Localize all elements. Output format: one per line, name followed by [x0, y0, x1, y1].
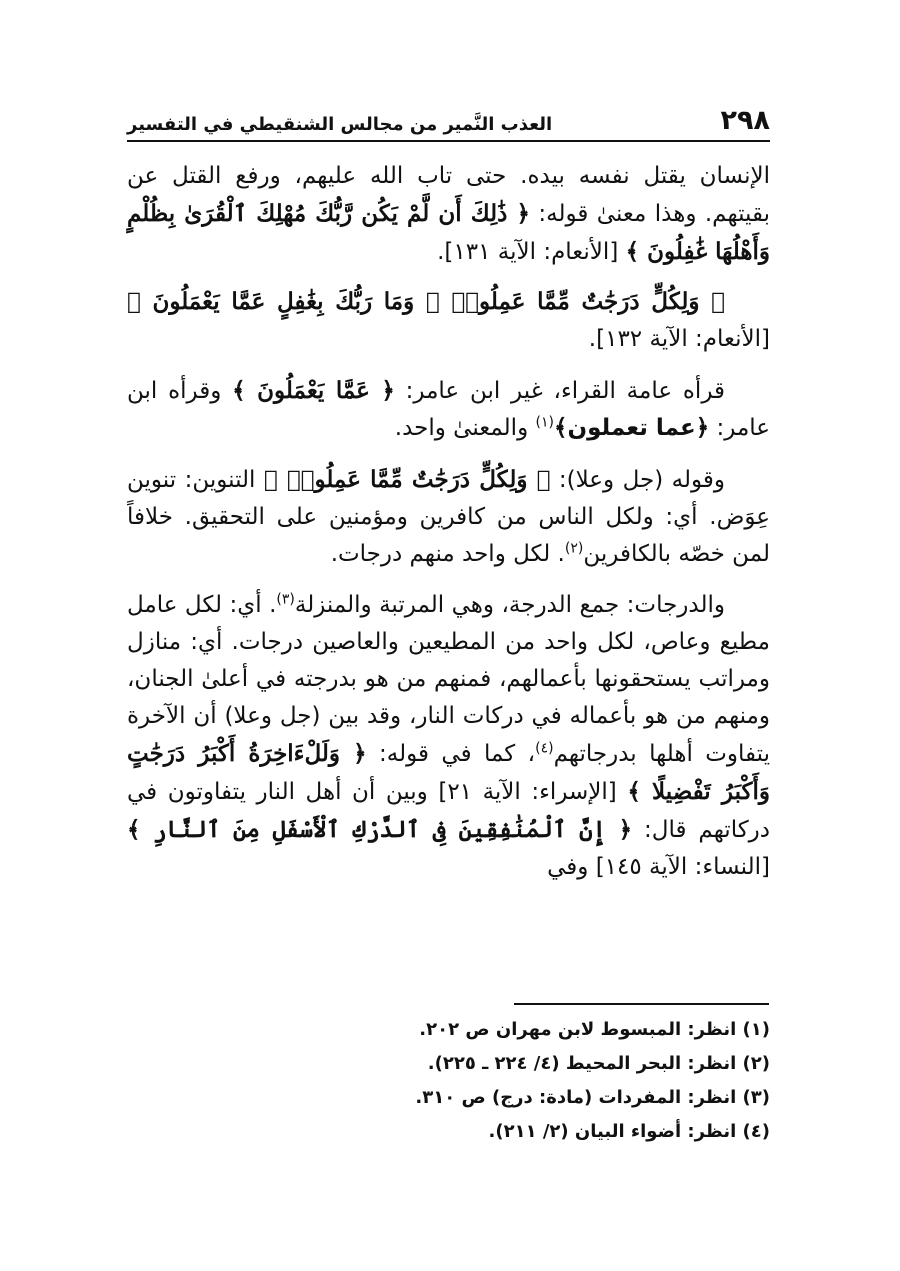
body-text — [127, 158, 770, 886]
footnote-ref[interactable]: (١) — [535, 414, 554, 431]
text: وقرأه ابن عامر: — [127, 378, 770, 441]
text: قرأه عامة القراء، غير ابن عامر: — [394, 378, 726, 404]
footnote-ref[interactable]: (٤) — [535, 740, 554, 757]
footnotes — [127, 1013, 770, 1149]
quran-verse: ﴿ وَلِكُلٍّ دَرَجَٰتٌ مِّمَّا عَمِلُوا۟ ﴾ — [263, 466, 551, 493]
page-number: ٢٩٨ — [720, 105, 770, 136]
footnote: (١) انظر: المبسوط لابن مهران ص ٢٠٢. — [419, 1019, 770, 1040]
text: [النساء: الآية ١٤٥] وفي — [547, 854, 770, 880]
text: التنوين: تنوين عِوَض. أي: ولكل الناس من كافرين ومؤمنين على التحقيق. خلافاً لمن خصّه بالكافرين — [127, 467, 770, 567]
paragraph — [127, 283, 770, 358]
text: والدرجات: جمع الدرجة، وهي المرتبة والمنزلة — [294, 592, 725, 618]
footnote-ref[interactable]: (٣) — [276, 591, 295, 608]
quran-verse: ﴿ عَمَّا يَعْمَلُونَ ﴾ — [232, 377, 395, 404]
paragraph — [127, 158, 770, 271]
footnote-ref[interactable]: (٢) — [564, 540, 584, 557]
text: والمعنىٰ واحد. — [394, 415, 536, 441]
running-title: العذب النَّمير من مجالس الشنقيطي في التفسير — [127, 114, 553, 135]
verse-reference: [الأنعام: الآية ١٣١]. — [437, 239, 626, 265]
verse-reference: [الأنعام: الآية ١٣٢]. — [588, 326, 770, 352]
paragraph — [127, 372, 770, 447]
quran-verse: ﴿ وَلِكُلٍّ دَرَجَٰتٌ مِّمَّا عَمِلُوا۟ ۚ وَمَا رَبُّكَ بِغَٰفِلٍ عَمَّا يَعْمَلُونَ ﴾ — [127, 288, 725, 315]
page-header — [127, 105, 770, 142]
quran-verse: ﴿ ذَٰلِكَ أَن لَّمْ يَكُن رَّبُّكَ مُهْلِكَ ٱلْقُرَىٰ بِظُلْمٍ وَأَهْلُهَا غَٰفِلُونَ ﴾ — [127, 200, 770, 265]
text: . لكل واحد منهم درجات. — [330, 541, 565, 567]
footnote: (٢) انظر: البحر المحيط (٤/ ٢٢٤ ـ ٢٢٥). — [427, 1053, 770, 1074]
text: . أي: لكل عامل مطيع وعاص، لكل واحد من المطيعين والعاصين درجات. أي: منازل ومراتب يستحقونها بأعمالهم، فمنهم من هو بدرجته في أعلىٰ الجنان، ومنهم من هو بأعماله في دركات النار، وقد بين (جل وعلا) أن الآخرة يتفاوت أهلها بدرجاتهم — [127, 592, 770, 767]
text: [الإسراء: الآية ٢١] وبين أن أهل النار يتفاوتون في دركاتهم قال: — [127, 779, 770, 843]
paragraph — [127, 587, 770, 886]
paragraph — [127, 461, 770, 573]
text: وقوله (جل وعلا): — [550, 467, 725, 493]
text: ، كما في قوله: — [366, 741, 536, 767]
footnote-divider — [514, 1003, 769, 1005]
footnote: (٣) انظر: المفردات (مادة: درج) ص ٣١٠. — [415, 1087, 770, 1108]
footnote: (٤) انظر: أضواء البيان (٢/ ٢١١). — [488, 1121, 770, 1142]
reading-variant: ﴿عما تعملون﴾ — [553, 415, 710, 441]
quran-verse: ﴿ وَلَلْءَاخِرَةُ أَكْبَرُ دَرَجَٰتٍ وَأَكْبَرُ تَفْضِيلًا ﴾ — [127, 740, 770, 805]
quran-verse: ﴿ إِنَّ ٱلْمُنَٰفِقِينَ فِى ٱلدَّرْكِ ٱلْأَسْفَلِ مِنَ ٱلنَّارِ ﴾ — [127, 816, 633, 843]
text: الإنسان يقتل نفسه بيده. حتى تاب الله عليهم، ورفع القتل عن بقيتهم. وهذا معنىٰ قوله: — [127, 163, 770, 227]
